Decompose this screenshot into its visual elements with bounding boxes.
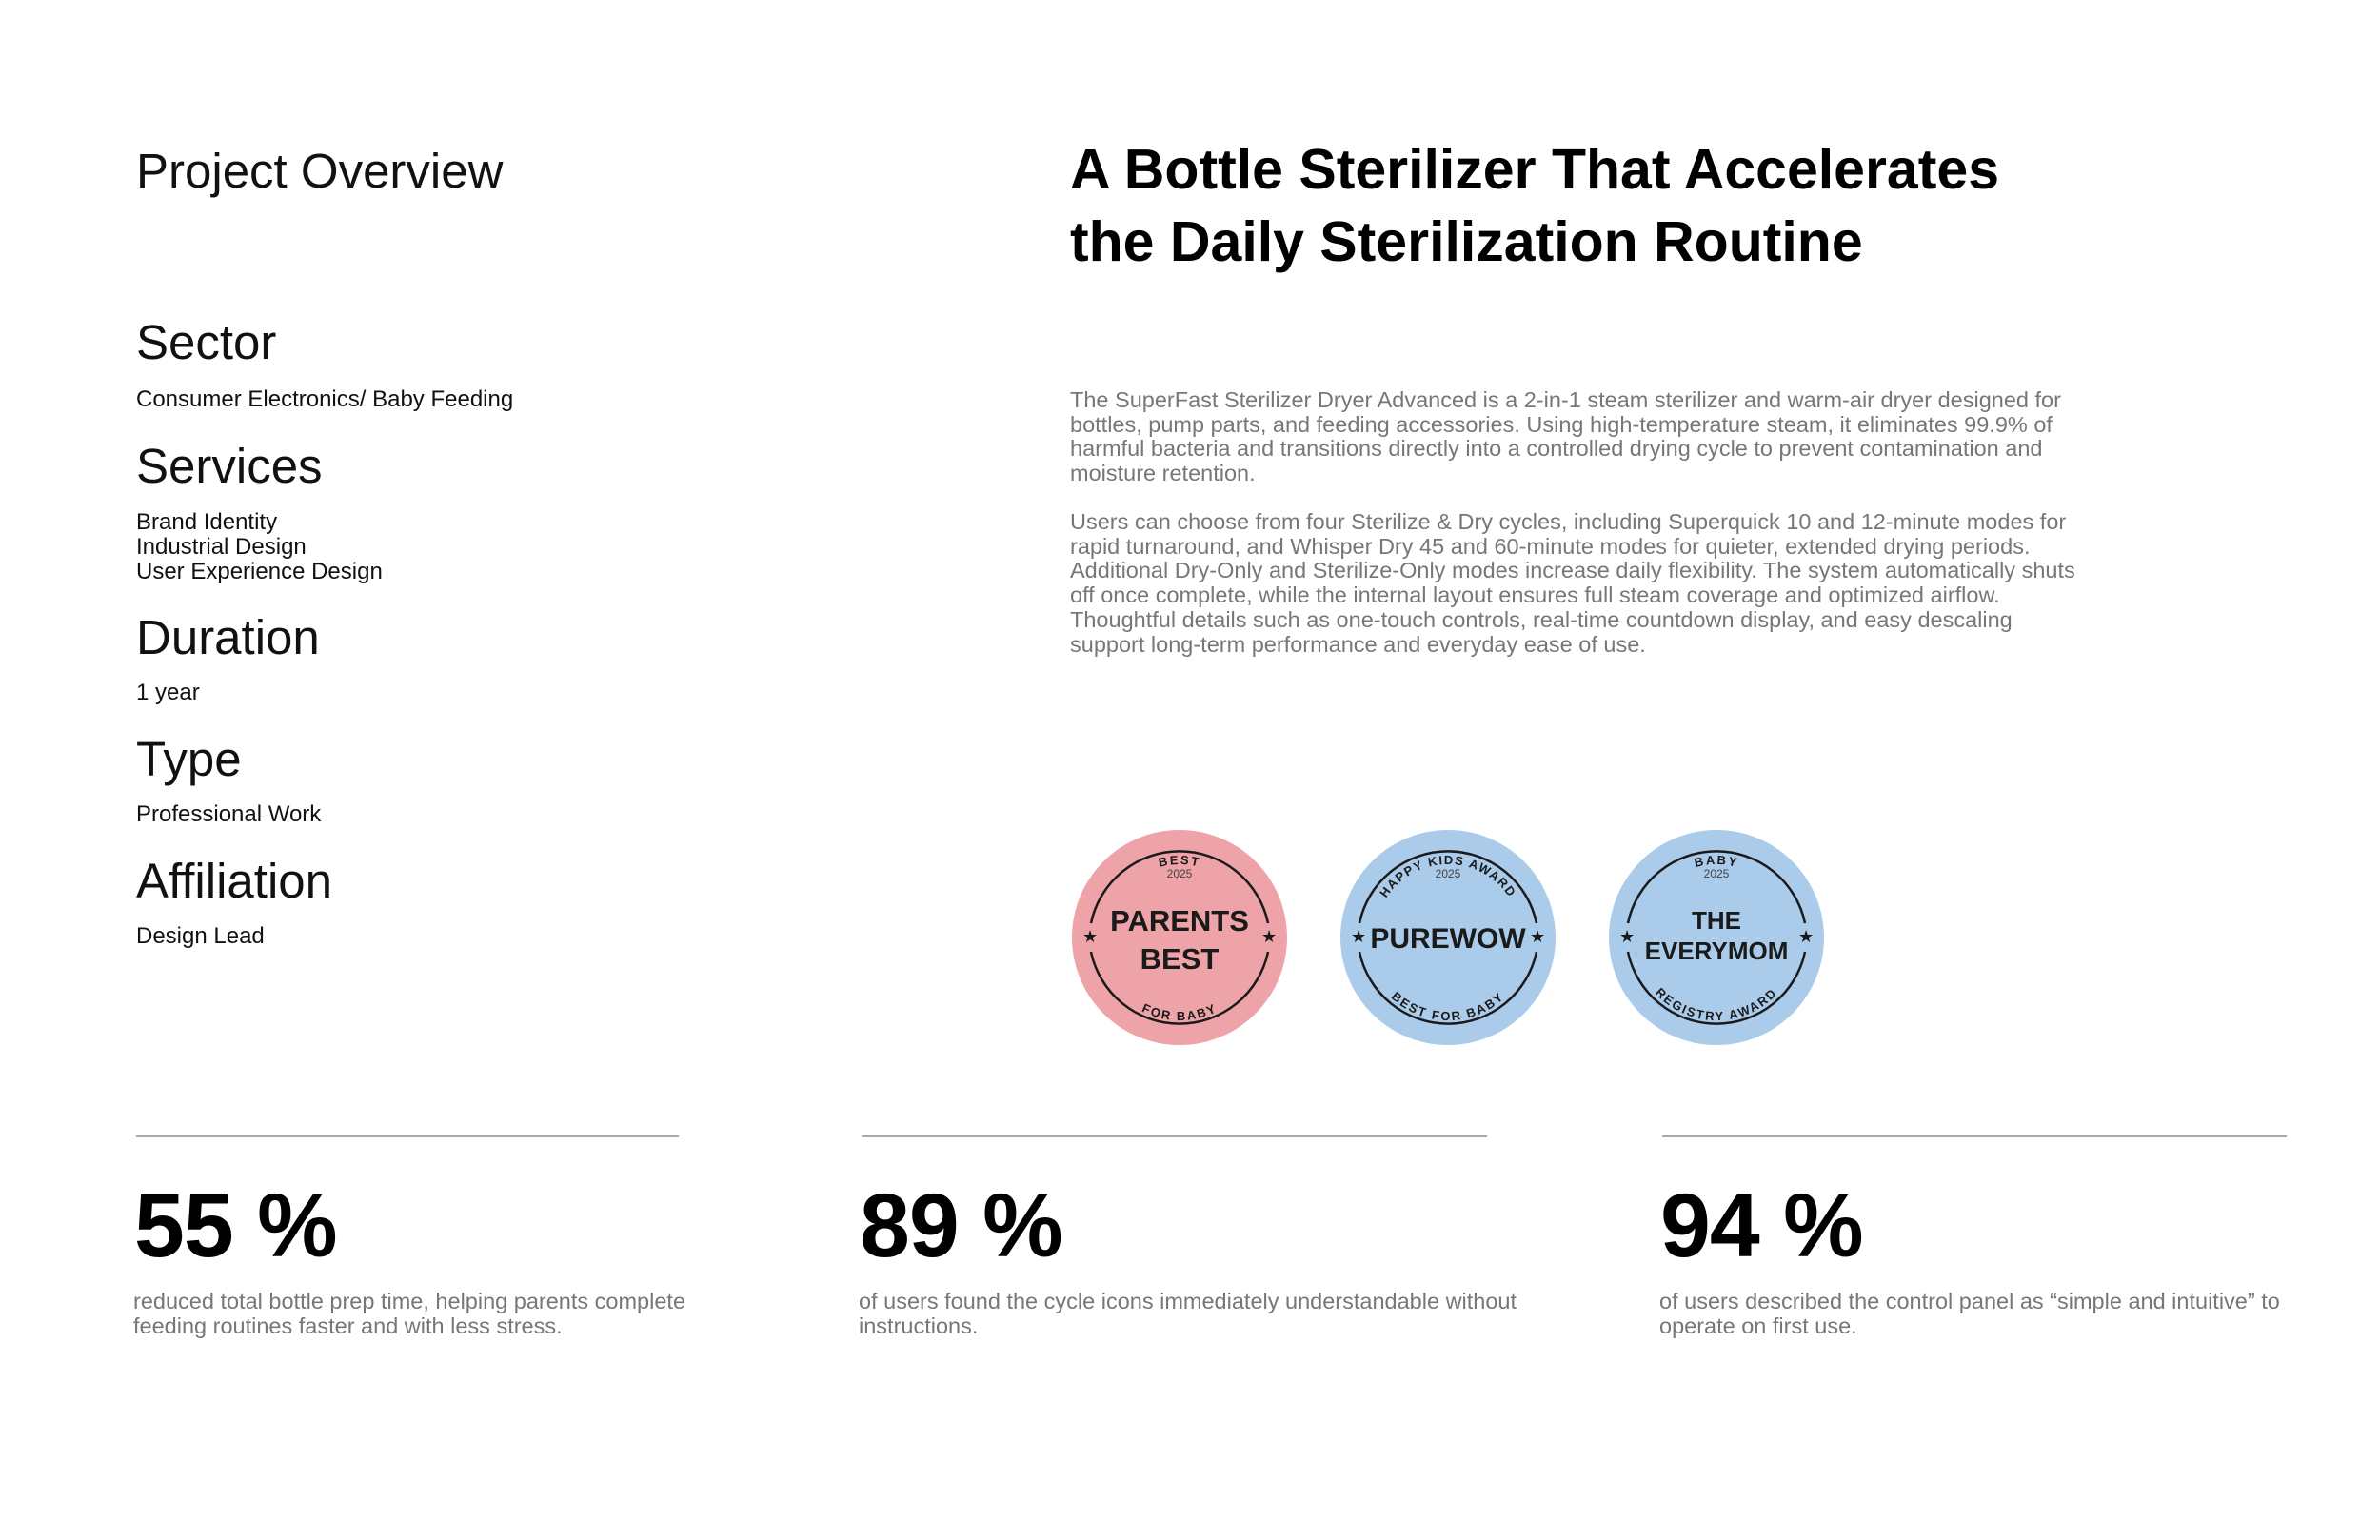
description-paragraph-1: The SuperFast Sterilizer Dryer Advanced is a 2-in-1 steam sterilizer and warm-air dryer designed for bottles, pump parts, and feeding accessories. Using high-temperature steam, it eliminates 99.9% of harmful bacteria and transitions directly into a controlled drying cycle to prevent contamination and moisture retention. <box>1070 387 2061 486</box>
badge-title-line-1: THE <box>1692 906 1741 935</box>
badge-bottom-text: FOR BABY <box>1140 1000 1220 1024</box>
affiliation-value-line: Design Lead <box>136 923 265 949</box>
stat-control-panel <box>1659 1135 2287 1338</box>
affiliation-value <box>136 924 265 949</box>
headline <box>1070 133 2117 278</box>
stat-value: 89 % <box>860 1175 1062 1276</box>
sector-heading: Sector <box>136 315 277 369</box>
badge-title-line-1: PARENTS <box>1110 904 1249 938</box>
affiliation-heading: Affiliation <box>136 854 333 908</box>
services-item: Industrial Design <box>136 534 307 560</box>
badge-title-line-2: BEST <box>1140 942 1220 976</box>
badge-bottom-text: REGISTRY AWARD <box>1653 984 1780 1024</box>
star-icon: ★ <box>1619 927 1636 946</box>
everymom-badge <box>1607 828 1826 1047</box>
badge-seal-icon <box>1339 828 1557 1047</box>
sector-value-line: Consumer Electronics/ Baby Feeding <box>136 386 514 412</box>
description-paragraph-2: Users can choose from four Sterilize & Dry cycles, including Superquick 10 and 12-minute modes for rapid turnaround, and Whisper Dry 45 and 60-minute modes for quieter, extended drying periods. Additional Dry-Only and Sterilize-Only modes increase daily flexibility. The system automatically shuts off once complete, while the internal layout ensures full steam coverage and optimized airflow. Thoughtful details such as one-touch controls, real-time countdown display, and easy descaling support long-term performance and everyday ease of use. <box>1070 509 2075 657</box>
badge-seal-icon <box>1070 828 1289 1047</box>
stat-prep-time <box>133 1135 686 1338</box>
stat-value: 94 % <box>1660 1175 1863 1276</box>
stat-description: of users described the control panel as “simple and intuitive” to operate on first use. <box>1659 1289 2280 1338</box>
duration-value <box>136 681 200 705</box>
stat-divider <box>136 1135 679 1137</box>
services-item: Brand Identity <box>136 509 278 535</box>
badge-seal-icon <box>1607 828 1826 1047</box>
duration-value-line: 1 year <box>136 680 200 705</box>
star-icon: ★ <box>1082 927 1099 946</box>
type-value <box>136 802 321 827</box>
star-icon: ★ <box>1261 927 1278 946</box>
stat-icon-understanding <box>859 1135 1517 1338</box>
badge-top-text: BEST <box>1157 852 1202 870</box>
services-heading: Services <box>136 439 323 493</box>
parents-best-badge <box>1070 828 1289 1047</box>
star-icon: ★ <box>1351 927 1367 946</box>
badge-year: 2025 <box>1703 867 1730 880</box>
stat-divider <box>1662 1135 2287 1137</box>
award-badges <box>1070 828 1832 1047</box>
badge-title-line-2: EVERYMOM <box>1644 937 1789 965</box>
services-item: User Experience Design <box>136 559 383 584</box>
headline-line-1: A Bottle Sterilizer That Accelerates <box>1070 138 2000 201</box>
badge-top-text: HAPPY KIDS AWARD <box>1377 852 1519 900</box>
badge-top-text: BABY <box>1693 852 1740 870</box>
badge-title-line-1: PUREWOW <box>1370 923 1526 955</box>
stat-divider <box>862 1135 1487 1137</box>
headline-line-2: the Daily Sterilization Routine <box>1070 210 1863 273</box>
duration-heading: Duration <box>136 610 320 664</box>
stat-value: 55 % <box>134 1175 337 1276</box>
badge-year: 2025 <box>1435 867 1461 880</box>
project-overview-title: Project Overview <box>136 144 504 198</box>
type-value-line: Professional Work <box>136 801 322 827</box>
stat-description: of users found the cycle icons immediately understandable without instructions. <box>859 1289 1517 1338</box>
services-list <box>136 510 383 584</box>
sector-value <box>136 387 513 412</box>
badge-bottom-text: BEST FOR BABY <box>1388 988 1508 1024</box>
star-icon: ★ <box>1798 927 1815 946</box>
stat-description: reduced total bottle prep time, helping parents complete feeding routines faster and with less stress. <box>133 1289 686 1338</box>
purewow-badge <box>1339 828 1557 1047</box>
badge-year: 2025 <box>1166 867 1193 880</box>
star-icon: ★ <box>1530 927 1546 946</box>
type-heading: Type <box>136 732 242 786</box>
